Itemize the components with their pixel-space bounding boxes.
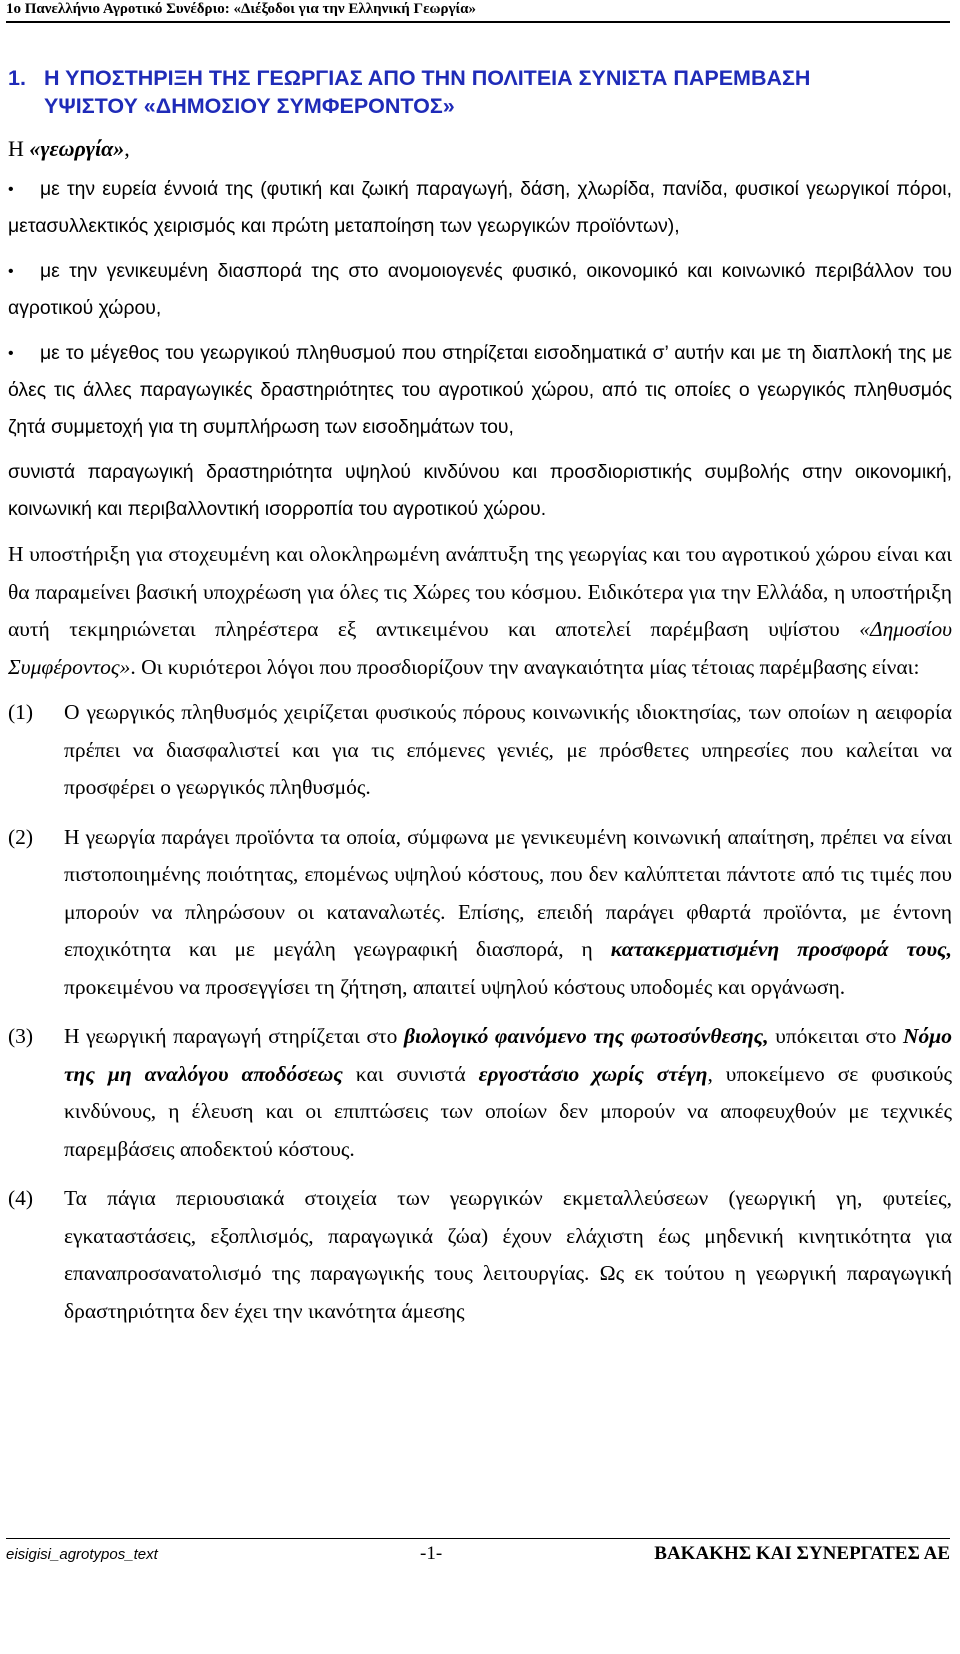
reason-text: Τα πάγια περιουσιακά στοιχεία των γεωργικών εκμεταλλεύσεων (γεωργική γη, φυτείες, εγκαταστάσεις, εξοπλισμός, παραγωγικά ζώα) έχουν ελάχιστη έως μηδενική κινητικότητα για επαναπροσανατολισμό της παραγωγικής τους λειτουργίας. Ως εκ τούτου η γεωργική παραγωγική δραστηριότητα δεν έχει την ικανότητα άμεσης: [64, 1186, 952, 1323]
bullet-dot-icon: •: [8, 181, 14, 198]
bullet-item: [8, 253, 952, 327]
document-body: [8, 130, 952, 1342]
footer-filename: eisigisi_agrotypos_text: [6, 1546, 158, 1563]
reason-item-4: [8, 1180, 952, 1330]
bullet-dot-icon: •: [8, 345, 14, 362]
bullet-item: [8, 335, 952, 446]
reason-emphasis: Νόμο της μη αναλόγου αποδόσεως: [64, 1024, 952, 1086]
footer-divider: [6, 1538, 950, 1539]
reason-text: προκειμένου να προσεγγίσει τη ζήτηση, απαιτεί υψηλού κόστους υποδομές και οργάνωση.: [64, 974, 846, 999]
reason-text: Η γεωργία παράγει προϊόντα τα οποία, σύμφωνα με γενικευμένη κοινωνική απαίτηση, πρέπει να είναι πιστοποιημένης ποιότητας, επομένως υψηλού κόστους, που δεν καλύπτεται πάντοτε από τις τιμές που μπορούν να πληρώσουν οι καταναλωτές. Επίσης, επειδή παράγει φθαρτά προϊόντα, με έντονη εποχικότητα και με μεγάλη γεωγραφική διασπορά, η: [64, 824, 952, 961]
bullet-dot-icon: •: [8, 263, 14, 280]
reason-emphasis: βιολογικό φαινόμενο της φωτοσύνθεσης,: [404, 1024, 769, 1048]
reason-number: (4): [8, 1186, 34, 1210]
intro-line: [8, 130, 952, 167]
page-header-title: 1ο Πανελλήνιο Αγροτικό Συνέδριο: «Διέξοδοι για την Ελληνική Γεωργία»: [6, 1, 477, 17]
bullet-text: με την γενικευμένη διασπορά της στο ανομοιογενές φυσικό, οικονομικό και κοινωνικό περιβάλλον του αγροτικού χώρου,: [8, 260, 952, 319]
reason-item-3: [8, 1018, 952, 1168]
bullet-item: [8, 171, 952, 245]
bullet-text: με την ευρεία έννοιά της (φυτική και ζωική παραγωγή, δάση, χλωρίδα, πανίδα, φυσικοί γεωργικοί πόροι, μετασυλλεκτικός χειρισμός και πρώτη μεταποίηση των γεωργικών προϊόντων),: [8, 178, 952, 237]
reason-item-1: [8, 694, 952, 807]
paragraph-text: Η υποστήριξη για στοχευμένη και ολοκληρωμένη ανάπτυξη της γεωργίας και του αγροτικού χώρου είναι και θα παραμείνει βασική υποχρέωση για όλες τις Χώρες του κόσμου. Ειδικότερα για την Ελλάδα, η υποστήριξη αυτή τεκμηριώνεται πληρέστερα εξ αντικειμένου και αποτελεί παρέμβαση υψίστου: [8, 542, 952, 641]
reason-text: , υποκείμενο σε φυσικούς κινδύνους, η έλευση και οι επιπτώσεις των οποίων δεν μπορούν να αποφευχθούν με τεχνικές παρεμβάσεις αποδεκτού κόστους.: [64, 1061, 952, 1161]
reason-text: και συνιστά: [342, 1061, 479, 1086]
conclusion-paragraph: συνιστά παραγωγική δραστηριότητα υψηλού κινδύνου και προσδιοριστικής συμβολής στην οικονομική, κοινωνική και περιβαλλοντική ισορροπία του αγροτικού χώρου.: [8, 461, 952, 520]
footer-page-number: -1-: [420, 1543, 443, 1564]
reason-number: (3): [8, 1024, 34, 1048]
reason-text: Η γεωργική παραγωγή στηρίζεται στο: [64, 1024, 405, 1048]
section-number: 1.: [8, 66, 26, 90]
support-paragraph: [8, 536, 952, 686]
section-title-line2: ΥΨΙΣΤΟΥ «ΔΗΜΟΣΙΟΥ ΣΥΜΦΕΡΟΝΤΟΣ»: [44, 94, 455, 118]
reason-text: υπόκειται στο: [768, 1024, 904, 1048]
intro-prefix: Η: [8, 136, 30, 161]
reason-number: (2): [8, 824, 34, 849]
reason-text: Ο γεωργικός πληθυσμός χειρίζεται φυσικούς πόρους κοινωνικής ιδιοκτησίας, των οποίων η αειφορία πρέπει να διασφαλιστεί και για τις επόμενες γενιές, με πρόσθετες υπηρεσίες που καλείται να προσφέρει ο γεωργικός πληθυσμός.: [64, 700, 952, 799]
section-title-line1: Η ΥΠΟΣΤΗΡΙΞΗ ΤΗΣ ΓΕΩΡΓΙΑΣ ΑΠΟ ΤΗΝ ΠΟΛΙΤΕΙΑ ΣΥΝΙΣΤΑ ΠΑΡΕΜΒΑΣΗ: [44, 66, 811, 90]
reason-emphasis: κατακερματισμένη προσφορά τους,: [610, 937, 952, 961]
section-heading: [8, 64, 928, 120]
intro-term: «γεωργία»: [29, 136, 125, 161]
paragraph-text: . Οι κυριότεροι λόγοι που προσδιορίζουν την αναγκαιότητα μίας τέτοιας παρέμβασης είναι:: [130, 654, 920, 679]
paragraph-emphasis: «Δημοσίου Συμφέροντος»: [8, 617, 952, 679]
bullet-text: με το μέγεθος του γεωργικού πληθυσμού που στηρίζεται εισοδηματικά σ’ αυτήν και με τη διαπλοκή της με όλες τις άλλες παραγωγικές δραστηριότητες του αγροτικού χώρου, από τις οποίες ο γεωργικός πληθυσμός ζητά συμμετοχή για τη συμπλήρωση των εισοδημάτων του,: [8, 342, 952, 438]
intro-suffix: ,: [124, 136, 130, 161]
reason-emphasis: εργοστάσιο χωρίς στέγη: [478, 1061, 708, 1086]
header-divider: [6, 21, 950, 23]
footer-company: ΒΑΚΑΚΗΣ ΚΑΙ ΣΥΝΕΡΓΑΤΕΣ ΑΕ: [654, 1543, 950, 1564]
reason-item-2: [8, 819, 952, 1007]
reason-number: (1): [8, 700, 34, 724]
